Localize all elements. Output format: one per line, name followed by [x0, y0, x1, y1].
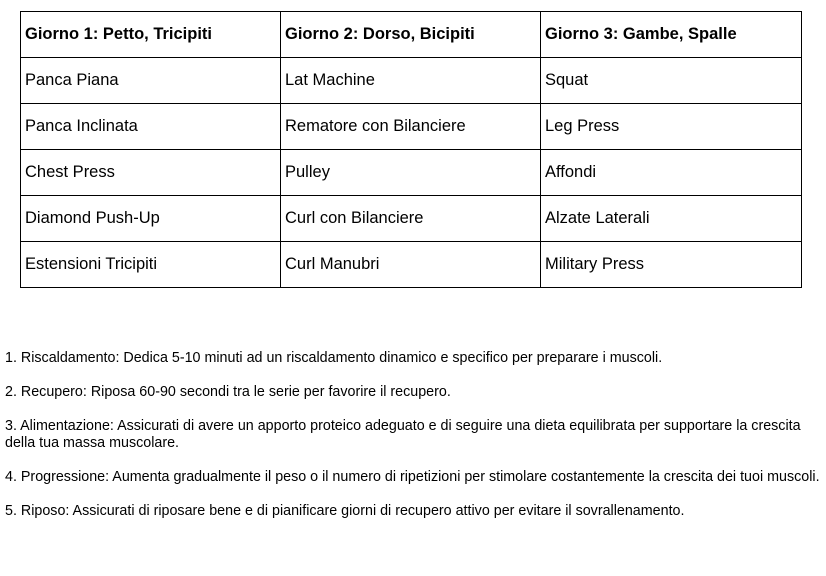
table-cell: Leg Press [541, 104, 802, 150]
tip-rest: 5. Riposo: Assicurati di riposare bene e di pianificare giorni di recupero attivo per evitare il sovrallenamento. [5, 503, 685, 519]
table-cell: Military Press [541, 242, 802, 288]
table-row [21, 58, 802, 104]
header-day-2: Giorno 2: Dorso, Bicipiti [281, 12, 541, 58]
workout-table [20, 11, 802, 288]
table-row [21, 242, 802, 288]
tip-recovery: 2. Recupero: Riposa 60-90 secondi tra le serie per favorire il recupero. [5, 384, 451, 400]
tips-list [5, 350, 823, 537]
table-row [21, 104, 802, 150]
table-cell: Estensioni Tricipiti [21, 242, 281, 288]
header-day-1: Giorno 1: Petto, Tricipiti [21, 12, 281, 58]
table-cell: Panca Piana [21, 58, 281, 104]
tip-progression: 4. Progressione: Aumenta gradualmente il peso o il numero di ripetizioni per stimolare costantemente la crescita dei tuoi muscoli. [5, 469, 820, 485]
table-cell: Rematore con Bilanciere [281, 104, 541, 150]
table-cell: Squat [541, 58, 802, 104]
table-cell: Chest Press [21, 150, 281, 196]
tip-nutrition: 3. Alimentazione: Assicurati di avere un apporto proteico adeguato e di seguire una dieta equilibrata per supportare la crescita della tua massa muscolare. [5, 418, 801, 451]
table-row [21, 150, 802, 196]
table-cell: Pulley [281, 150, 541, 196]
table-cell: Diamond Push-Up [21, 196, 281, 242]
table-cell: Alzate Laterali [541, 196, 802, 242]
table-cell: Affondi [541, 150, 802, 196]
table-cell: Panca Inclinata [21, 104, 281, 150]
table-row [21, 196, 802, 242]
table-header-row [21, 12, 802, 58]
tip-warmup: 1. Riscaldamento: Dedica 5-10 minuti ad un riscaldamento dinamico e specifico per preparare i muscoli. [5, 350, 663, 366]
table-cell: Lat Machine [281, 58, 541, 104]
table-cell: Curl Manubri [281, 242, 541, 288]
table-cell: Curl con Bilanciere [281, 196, 541, 242]
header-day-3: Giorno 3: Gambe, Spalle [541, 12, 802, 58]
